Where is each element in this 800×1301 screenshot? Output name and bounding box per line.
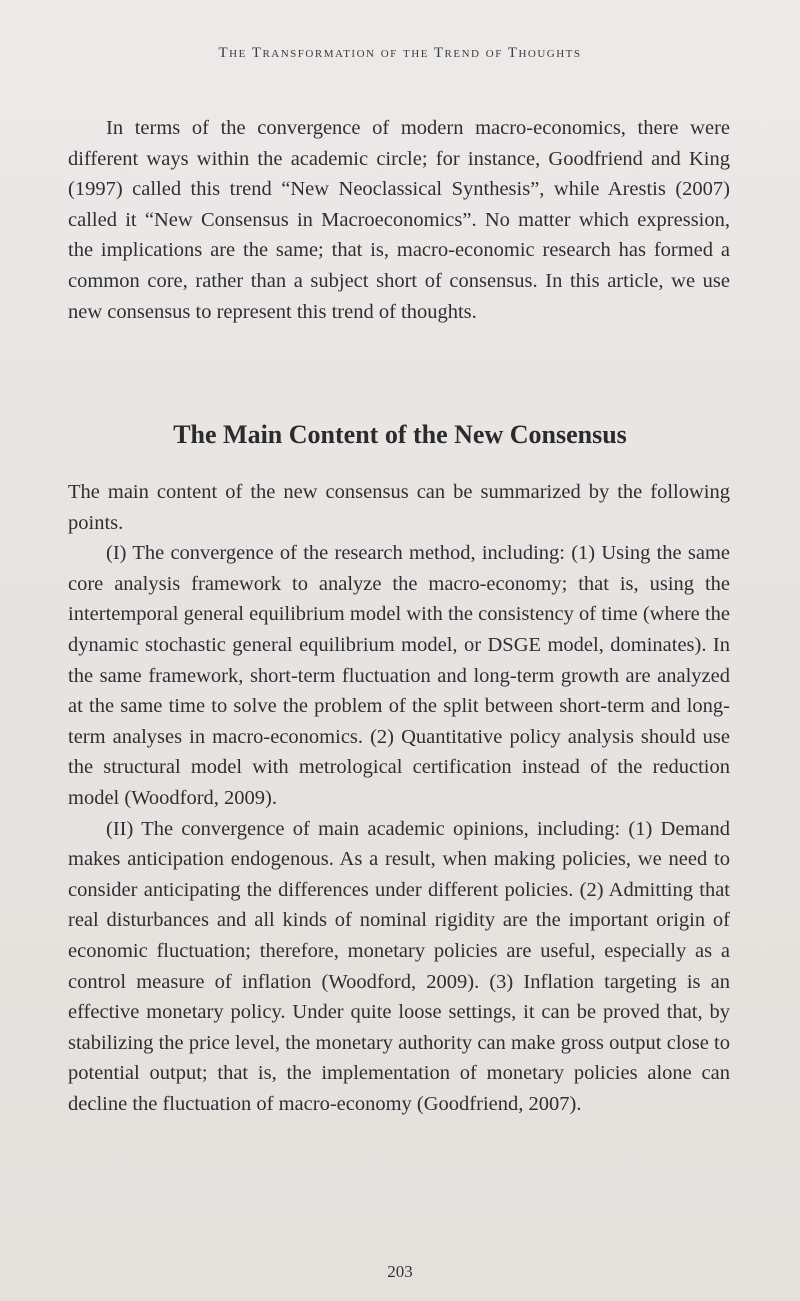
section-heading: The Main Content of the New Consensus xyxy=(173,420,627,449)
section-paragraph-academic-opinions: (II) The convergence of main academic opinions, including: (1) Demand makes anticipation endogenous. As a result, when making policies, we need to consider anticipating the differences under different policies. (2) Admitting that real disturbances and all kinds of nominal rigidity are the important origin of economic fluctuation; therefore, monetary policies are useful, especially as a control measure of inflation (Woodford, 2009). (3) Inflation targeting is an effective monetary policy. Under quite loose settings, it can be proved that, by stabilizing the price level, the monetary authority can make gross output close to potential output; that is, the implementation of monetary policies alone can decline the fluctuation of macro-economy (Goodfriend, 2007). xyxy=(68,817,730,1115)
intro-paragraph: In terms of the convergence of modern macro-economics, there were different ways within the academic circle; for instance, Goodfriend and King (1997) called this trend “New Neoclassical Synthesis”, while Arestis (2007) called it “New Consensus in Macroeconomics”. No matter which expression, the implications are the same; that is, macro-economic research has formed a common core, rather than a subject short of consensus. In this article, we use new consensus to represent this trend of thoughts. xyxy=(68,117,730,323)
intro-text xyxy=(68,113,730,327)
page-number: 203 xyxy=(387,1262,413,1281)
section-paragraph-research-method: (I) The convergence of the research method, including: (1) Using the same core analysis framework to analyze the macro-economy; that is, using the intertemporal general equilibrium model with the consistency of time (where the dynamic stochastic general equilibrium model, or DSGE model, dominates). In the same framework, short-term fluctuation and long-term growth are analyzed at the same time to solve the problem of the split between short-term and long-term analyses in macro-economics. (2) Quantitative policy analysis should use the structural model with metrological certification instead of the reduction model (Woodford, 2009). xyxy=(68,542,730,809)
running-head: The Transformation of the Trend of Thoughts xyxy=(218,45,582,61)
section-paragraph-lead: The main content of the new consensus can be summarized by the following points. xyxy=(68,481,730,534)
section-body xyxy=(68,477,730,1119)
